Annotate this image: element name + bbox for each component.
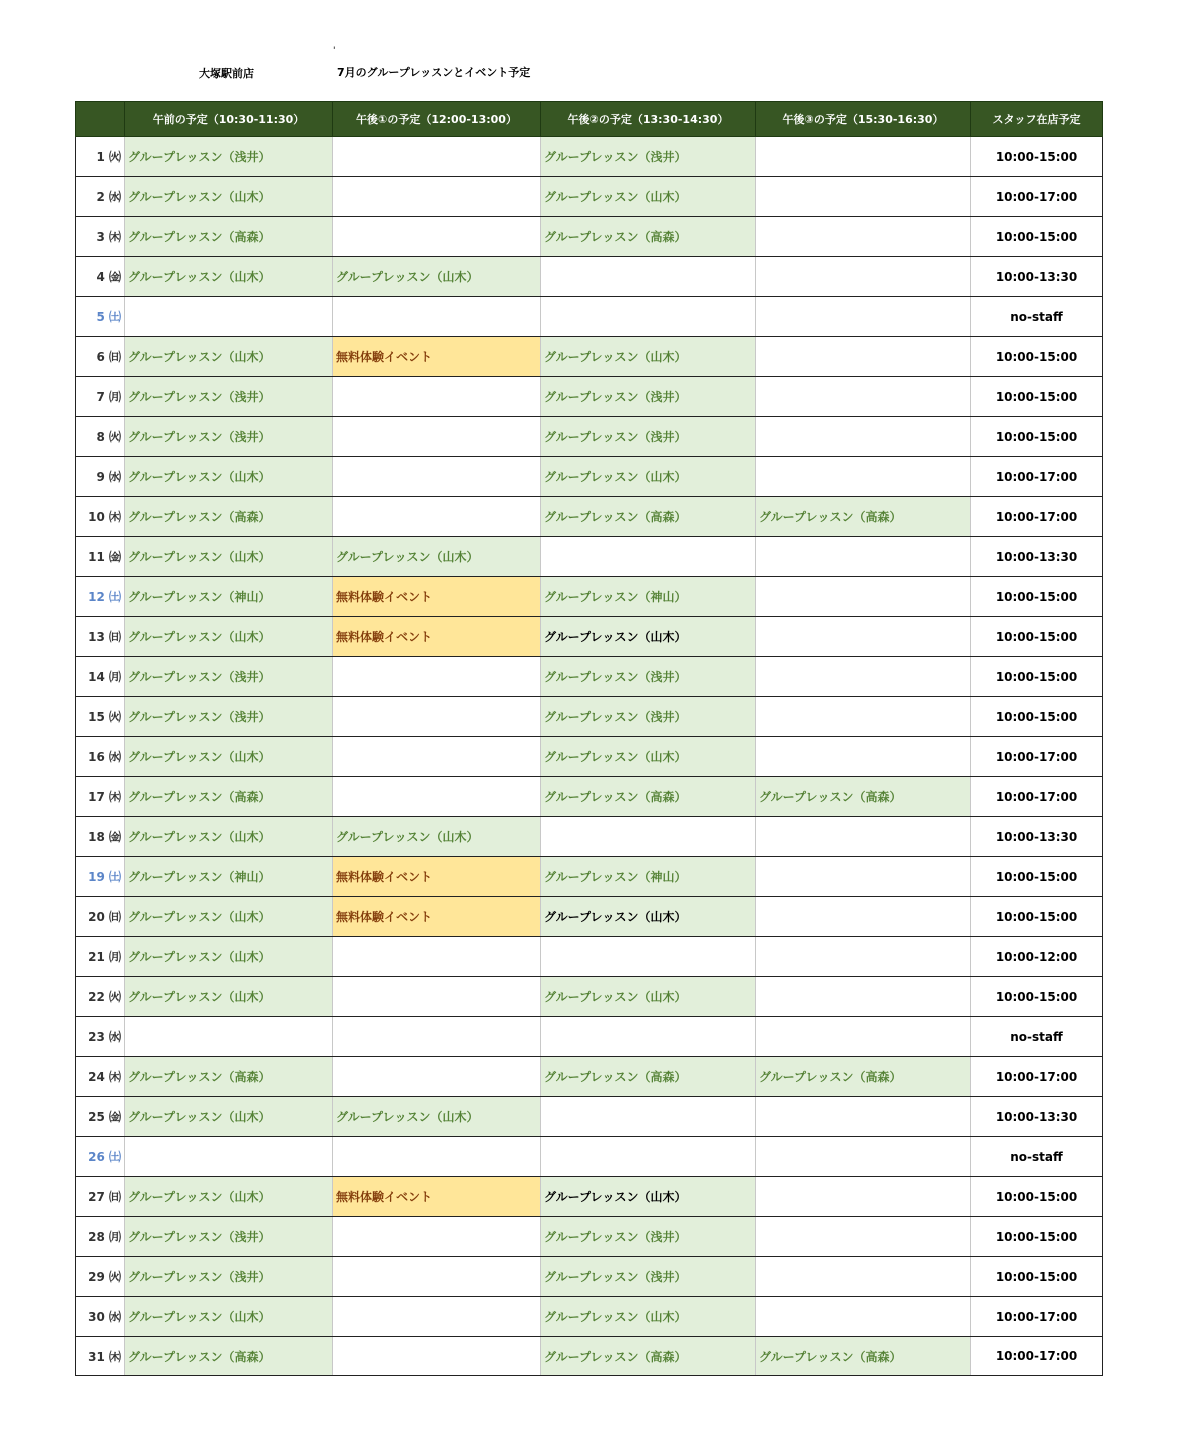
table-row	[76, 337, 1103, 377]
day-cell: 10 ㈭	[76, 497, 125, 537]
day-cell: 12 ㈯	[76, 577, 125, 617]
table-row	[76, 897, 1103, 937]
day-cell: 28 ㈪	[76, 1217, 125, 1257]
lesson-cell: グループレッスン（浅井）	[125, 1257, 333, 1297]
day-cell: 15 ㈫	[76, 697, 125, 737]
staff-hours-cell: 10:00-15:00	[971, 977, 1103, 1017]
empty-cell	[756, 577, 971, 617]
lesson-cell: グループレッスン（山木）	[125, 817, 333, 857]
staff-hours-cell: no-staff	[971, 1017, 1103, 1057]
lesson-cell: グループレッスン（浅井）	[125, 377, 333, 417]
lesson-cell: グループレッスン（山木）	[541, 897, 756, 937]
lesson-cell: グループレッスン（山木）	[125, 457, 333, 497]
day-cell: 5 ㈯	[76, 297, 125, 337]
staff-hours-cell: 10:00-15:00	[971, 697, 1103, 737]
empty-cell	[333, 1057, 541, 1097]
col-header-afternoon-3: 午後③の予定（15:30-16:30）	[756, 102, 971, 137]
table-row	[76, 817, 1103, 857]
day-cell: 3 ㈭	[76, 217, 125, 257]
staff-hours-cell: 10:00-15:00	[971, 1257, 1103, 1297]
lesson-cell: グループレッスン（山木）	[125, 537, 333, 577]
empty-cell	[333, 697, 541, 737]
event-cell: 無料体験イベント	[333, 857, 541, 897]
lesson-cell: グループレッスン（山木）	[125, 1177, 333, 1217]
staff-hours-cell: 10:00-15:00	[971, 137, 1103, 177]
lesson-cell: グループレッスン（高森）	[756, 1057, 971, 1097]
empty-cell	[756, 937, 971, 977]
table-row	[76, 1177, 1103, 1217]
page-title: 7月のグループレッスンとイベント予定	[337, 66, 531, 79]
table-row	[76, 1217, 1103, 1257]
lesson-cell: グループレッスン（神山）	[541, 577, 756, 617]
event-cell: 無料体験イベント	[333, 577, 541, 617]
empty-cell	[541, 537, 756, 577]
lesson-cell: グループレッスン（浅井）	[125, 657, 333, 697]
empty-cell	[333, 1337, 541, 1376]
table-row	[76, 617, 1103, 657]
empty-cell	[333, 777, 541, 817]
lesson-cell: グループレッスン（高森）	[541, 497, 756, 537]
table-row	[76, 217, 1103, 257]
lesson-cell: グループレッスン（山木）	[333, 1097, 541, 1137]
table-row	[76, 977, 1103, 1017]
empty-cell	[333, 657, 541, 697]
empty-cell	[756, 177, 971, 217]
staff-hours-cell: 10:00-13:30	[971, 1097, 1103, 1137]
store-name: 大塚駅前店	[199, 67, 254, 80]
lesson-cell: グループレッスン（高森）	[125, 1337, 333, 1376]
lesson-cell: グループレッスン（山木）	[125, 897, 333, 937]
day-cell: 29 ㈫	[76, 1257, 125, 1297]
empty-cell	[756, 1297, 971, 1337]
table-row	[76, 857, 1103, 897]
empty-cell	[756, 537, 971, 577]
table-row	[76, 297, 1103, 337]
table-row	[76, 1137, 1103, 1177]
lesson-cell: グループレッスン（山木）	[541, 1297, 756, 1337]
lesson-cell: グループレッスン（山木）	[125, 937, 333, 977]
lesson-cell: グループレッスン（高森）	[756, 777, 971, 817]
staff-hours-cell: 10:00-15:00	[971, 217, 1103, 257]
lesson-cell: グループレッスン（浅井）	[541, 377, 756, 417]
table-row	[76, 1257, 1103, 1297]
day-cell: 30 ㈬	[76, 1297, 125, 1337]
corner-mark: '	[333, 46, 336, 56]
empty-cell	[756, 857, 971, 897]
day-cell: 20 ㈰	[76, 897, 125, 937]
day-cell: 18 ㈮	[76, 817, 125, 857]
staff-hours-cell: no-staff	[971, 297, 1103, 337]
empty-cell	[333, 417, 541, 457]
table-row	[76, 257, 1103, 297]
day-cell: 24 ㈭	[76, 1057, 125, 1097]
event-cell: 無料体験イベント	[333, 617, 541, 657]
empty-cell	[541, 1137, 756, 1177]
lesson-cell: グループレッスン（山木）	[125, 737, 333, 777]
col-header-day	[76, 102, 125, 137]
day-cell: 11 ㈮	[76, 537, 125, 577]
lesson-cell: グループレッスン（山木）	[541, 177, 756, 217]
schedule-table	[75, 101, 1103, 1376]
empty-cell	[756, 657, 971, 697]
staff-hours-cell: 10:00-13:30	[971, 537, 1103, 577]
staff-hours-cell: 10:00-15:00	[971, 1177, 1103, 1217]
table-row	[76, 537, 1103, 577]
empty-cell	[756, 1017, 971, 1057]
empty-cell	[125, 1017, 333, 1057]
lesson-cell: グループレッスン（浅井）	[541, 697, 756, 737]
lesson-cell: グループレッスン（高森）	[125, 217, 333, 257]
lesson-cell: グループレッスン（高森）	[756, 1337, 971, 1376]
staff-hours-cell: 10:00-15:00	[971, 337, 1103, 377]
staff-hours-cell: 10:00-17:00	[971, 1297, 1103, 1337]
staff-hours-cell: 10:00-17:00	[971, 1057, 1103, 1097]
empty-cell	[333, 377, 541, 417]
table-row	[76, 1017, 1103, 1057]
staff-hours-cell: 10:00-15:00	[971, 577, 1103, 617]
lesson-cell: グループレッスン（浅井）	[125, 697, 333, 737]
day-cell: 22 ㈫	[76, 977, 125, 1017]
lesson-cell: グループレッスン（神山）	[125, 857, 333, 897]
lesson-cell: グループレッスン（山木）	[541, 737, 756, 777]
day-cell: 19 ㈯	[76, 857, 125, 897]
lesson-cell: グループレッスン（山木）	[333, 537, 541, 577]
empty-cell	[541, 1097, 756, 1137]
event-cell: 無料体験イベント	[333, 1177, 541, 1217]
lesson-cell: グループレッスン（浅井）	[541, 657, 756, 697]
lesson-cell: グループレッスン（浅井）	[125, 1217, 333, 1257]
lesson-cell: グループレッスン（高森）	[541, 1057, 756, 1097]
table-row	[76, 457, 1103, 497]
lesson-cell: グループレッスン（山木）	[541, 457, 756, 497]
header-row	[76, 102, 1103, 137]
day-cell: 8 ㈫	[76, 417, 125, 457]
lesson-cell: グループレッスン（山木）	[541, 617, 756, 657]
empty-cell	[333, 457, 541, 497]
col-header-staff: スタッフ在店予定	[971, 102, 1103, 137]
empty-cell	[541, 297, 756, 337]
lesson-cell: グループレッスン（高森）	[541, 217, 756, 257]
staff-hours-cell: 10:00-13:30	[971, 257, 1103, 297]
day-cell: 16 ㈬	[76, 737, 125, 777]
staff-hours-cell: 10:00-15:00	[971, 897, 1103, 937]
empty-cell	[756, 1137, 971, 1177]
empty-cell	[756, 417, 971, 457]
empty-cell	[333, 497, 541, 537]
empty-cell	[541, 1017, 756, 1057]
lesson-cell: グループレッスン（高森）	[756, 497, 971, 537]
empty-cell	[756, 337, 971, 377]
lesson-cell: グループレッスン（高森）	[125, 497, 333, 537]
lesson-cell: グループレッスン（高森）	[541, 777, 756, 817]
table-row	[76, 137, 1103, 177]
staff-hours-cell: 10:00-13:30	[971, 817, 1103, 857]
staff-hours-cell: 10:00-12:00	[971, 937, 1103, 977]
staff-hours-cell: 10:00-17:00	[971, 777, 1103, 817]
staff-hours-cell: no-staff	[971, 1137, 1103, 1177]
empty-cell	[756, 817, 971, 857]
table-row	[76, 737, 1103, 777]
lesson-cell: グループレッスン（山木）	[125, 177, 333, 217]
empty-cell	[756, 137, 971, 177]
empty-cell	[756, 617, 971, 657]
empty-cell	[333, 177, 541, 217]
staff-hours-cell: 10:00-17:00	[971, 1337, 1103, 1376]
empty-cell	[756, 217, 971, 257]
lesson-cell: グループレッスン（浅井）	[125, 137, 333, 177]
lesson-cell: グループレッスン（浅井）	[541, 1217, 756, 1257]
staff-hours-cell: 10:00-17:00	[971, 457, 1103, 497]
staff-hours-cell: 10:00-15:00	[971, 657, 1103, 697]
empty-cell	[541, 937, 756, 977]
day-cell: 4 ㈮	[76, 257, 125, 297]
table-row	[76, 937, 1103, 977]
day-cell: 25 ㈮	[76, 1097, 125, 1137]
empty-cell	[756, 1177, 971, 1217]
empty-cell	[333, 1217, 541, 1257]
empty-cell	[333, 977, 541, 1017]
col-header-morning: 午前の予定（10:30-11:30）	[125, 102, 333, 137]
table-row	[76, 697, 1103, 737]
staff-hours-cell: 10:00-15:00	[971, 1217, 1103, 1257]
empty-cell	[333, 217, 541, 257]
empty-cell	[756, 897, 971, 937]
empty-cell	[756, 457, 971, 497]
empty-cell	[756, 697, 971, 737]
staff-hours-cell: 10:00-17:00	[971, 737, 1103, 777]
staff-hours-cell: 10:00-15:00	[971, 857, 1103, 897]
table-row	[76, 777, 1103, 817]
empty-cell	[333, 1297, 541, 1337]
lesson-cell: グループレッスン（山木）	[333, 817, 541, 857]
day-cell: 9 ㈬	[76, 457, 125, 497]
day-cell: 26 ㈯	[76, 1137, 125, 1177]
empty-cell	[333, 1017, 541, 1057]
empty-cell	[756, 1217, 971, 1257]
event-cell: 無料体験イベント	[333, 897, 541, 937]
lesson-cell: グループレッスン（高森）	[125, 1057, 333, 1097]
staff-hours-cell: 10:00-17:00	[971, 177, 1103, 217]
day-cell: 21 ㈪	[76, 937, 125, 977]
day-cell: 7 ㈪	[76, 377, 125, 417]
table-row	[76, 657, 1103, 697]
lesson-cell: グループレッスン（山木）	[125, 1297, 333, 1337]
lesson-cell: グループレッスン（山木）	[541, 337, 756, 377]
empty-cell	[541, 817, 756, 857]
table-row	[76, 1297, 1103, 1337]
staff-hours-cell: 10:00-15:00	[971, 377, 1103, 417]
table-row	[76, 497, 1103, 537]
empty-cell	[756, 1257, 971, 1297]
lesson-cell: グループレッスン（神山）	[541, 857, 756, 897]
empty-cell	[333, 937, 541, 977]
lesson-cell: グループレッスン（高森）	[541, 1337, 756, 1376]
day-cell: 17 ㈭	[76, 777, 125, 817]
day-cell: 2 ㈬	[76, 177, 125, 217]
empty-cell	[333, 737, 541, 777]
lesson-cell: グループレッスン（山木）	[125, 257, 333, 297]
lesson-cell: グループレッスン（山木）	[541, 1177, 756, 1217]
lesson-cell: グループレッスン（神山）	[125, 577, 333, 617]
day-cell: 31 ㈭	[76, 1337, 125, 1376]
lesson-cell: グループレッスン（浅井）	[541, 417, 756, 457]
empty-cell	[756, 377, 971, 417]
empty-cell	[756, 297, 971, 337]
lesson-cell: グループレッスン（浅井）	[541, 137, 756, 177]
lesson-cell: グループレッスン（山木）	[125, 977, 333, 1017]
lesson-cell: グループレッスン（山木）	[125, 1097, 333, 1137]
day-cell: 27 ㈰	[76, 1177, 125, 1217]
day-cell: 13 ㈰	[76, 617, 125, 657]
lesson-cell: グループレッスン（山木）	[125, 617, 333, 657]
empty-cell	[756, 737, 971, 777]
empty-cell	[333, 1137, 541, 1177]
empty-cell	[756, 1097, 971, 1137]
staff-hours-cell: 10:00-15:00	[971, 417, 1103, 457]
empty-cell	[333, 297, 541, 337]
table-row	[76, 377, 1103, 417]
lesson-cell: グループレッスン（山木）	[333, 257, 541, 297]
lesson-cell: グループレッスン（山木）	[541, 977, 756, 1017]
col-header-afternoon-2: 午後②の予定（13:30-14:30）	[541, 102, 756, 137]
event-cell: 無料体験イベント	[333, 337, 541, 377]
day-cell: 23 ㈬	[76, 1017, 125, 1057]
lesson-cell: グループレッスン（浅井）	[125, 417, 333, 457]
col-header-afternoon-1: 午後①の予定（12:00-13:00）	[333, 102, 541, 137]
day-cell: 6 ㈰	[76, 337, 125, 377]
day-cell: 14 ㈪	[76, 657, 125, 697]
lesson-cell: グループレッスン（山木）	[125, 337, 333, 377]
lesson-cell: グループレッスン（浅井）	[541, 1257, 756, 1297]
empty-cell	[541, 257, 756, 297]
table-row	[76, 177, 1103, 217]
day-cell: 1 ㈫	[76, 137, 125, 177]
lesson-cell: グループレッスン（高森）	[125, 777, 333, 817]
empty-cell	[756, 257, 971, 297]
empty-cell	[333, 137, 541, 177]
staff-hours-cell: 10:00-17:00	[971, 497, 1103, 537]
staff-hours-cell: 10:00-15:00	[971, 617, 1103, 657]
empty-cell	[333, 1257, 541, 1297]
table-row	[76, 577, 1103, 617]
table-row	[76, 1057, 1103, 1097]
table-row	[76, 1097, 1103, 1137]
empty-cell	[125, 1137, 333, 1177]
table-row	[76, 1337, 1103, 1376]
empty-cell	[125, 297, 333, 337]
table-row	[76, 417, 1103, 457]
empty-cell	[756, 977, 971, 1017]
